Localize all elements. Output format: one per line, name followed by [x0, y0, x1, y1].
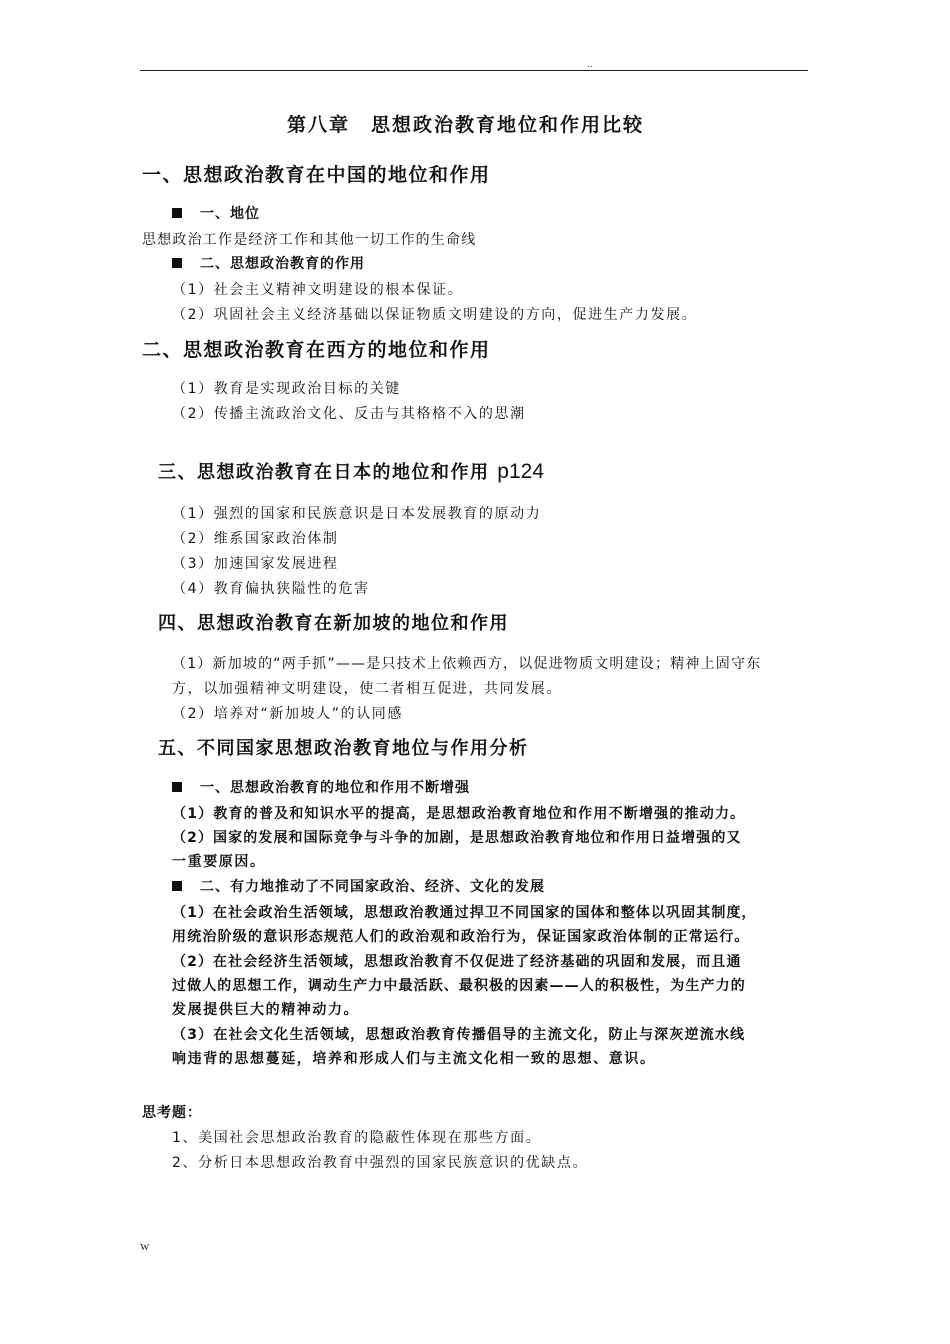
- section-1-item-1: （1）社会主义精神文明建设的根本保证。: [172, 282, 464, 298]
- section-4-heading: 四、思想政治教育在新加坡的地位和作用: [158, 613, 509, 634]
- section-5-p2-line-4: 过做人的思想工作，调动生产力中最活跃、最积极的因素——人的积极性，为生产力的: [172, 978, 746, 994]
- section-1-item-2: （2）巩固社会主义经济基础以保证物质文明建设的方向，促进生产力发展。: [172, 307, 698, 323]
- section-1-heading: 一、思想政治教育在中国的地位和作用: [142, 164, 491, 186]
- section-2-heading: 二、思想政治教育在西方的地位和作用: [142, 339, 491, 361]
- section-5-heading: 五、不同国家思想政治教育地位与作用分析: [158, 738, 529, 759]
- section-5-p2-line-7: 响违背的思想蔓延，培养和形成人们与主流文化相一致的思想、意识。: [172, 1051, 656, 1067]
- section-2-item-2: （2）传播主流政治文化、反击与其格格不入的思潮: [172, 406, 526, 422]
- section-3-item-3: （3）加速国家发展进程: [172, 556, 339, 572]
- section-5-p2-line-6: （3）在社会文化生活领域，思想政治教育传播倡导的主流文化，防止与深灰逆流水线: [172, 1027, 746, 1043]
- section-5-sub-1-label: 一、思想政治教育的地位和作用不断增强: [200, 780, 470, 796]
- section-4-line-3: （2）培养对“新加坡人”的认同感: [172, 706, 404, 722]
- section-3-item-1: （1）强烈的国家和民族意识是日本发展教育的原动力: [172, 506, 542, 522]
- section-3-item-2: （2）维系国家政治体制: [172, 531, 339, 547]
- section-5-p2-line-1: （1）在社会政治生活领域，思想政治教通过捍卫不同国家的国体和整体以巩固其制度，: [172, 905, 757, 921]
- square-bullet-icon: [172, 208, 182, 218]
- section-3-heading-text: 三、思想政治教育在日本的地位和作用: [158, 462, 490, 483]
- square-bullet-icon: [172, 782, 182, 792]
- section-1-sub-1-label: 一、地位: [200, 206, 260, 222]
- section-5-p2-line-3: （2）在社会经济生活领域，思想政治教育不仅促进了经济基础的巩固和发展，而且通: [172, 954, 742, 970]
- section-1-text: 思想政治工作是经济工作和其他一切工作的生命线: [142, 232, 477, 248]
- section-1-sub-1: [172, 203, 260, 223]
- section-5-p1-line-2: （2）国家的发展和国际竞争与斗争的加剧，是思想政治教育地位和作用日益增强的又: [172, 830, 742, 846]
- section-3-item-4: （4）教育偏执狭隘性的危害: [172, 581, 370, 597]
- footer-mark: w: [140, 1238, 150, 1253]
- section-3-heading: [158, 458, 544, 484]
- square-bullet-icon: [172, 881, 182, 891]
- section-1-sub-2: [172, 253, 365, 273]
- section-5-p1-line-3: 一重要原因。: [172, 854, 266, 870]
- section-1-sub-2-label: 二、思想政治教育的作用: [200, 256, 365, 272]
- header-marker: ..: [587, 60, 593, 70]
- section-4-line-2: 方，以加强精神文明建设，使二者相互促进，共同发展。: [172, 681, 562, 697]
- page-reference: p124: [497, 460, 544, 483]
- section-5-p1-line-1: （1）教育的普及和知识水平的提高，是思想政治教育地位和作用不断增强的推动力。: [172, 806, 746, 822]
- section-5-sub-2-label: 二、有力地推动了不同国家政治、经济、文化的发展: [200, 879, 545, 895]
- section-5-sub-1: [172, 777, 470, 797]
- page-title: 第八章 思想政治教育地位和作用比较: [287, 114, 645, 136]
- question-2: 2、分析日本思想政治教育中强烈的国家民族意识的优缺点。: [172, 1155, 589, 1171]
- section-5-sub-2: [172, 876, 545, 896]
- square-bullet-icon: [172, 258, 182, 268]
- questions-heading: 思考题：: [142, 1105, 202, 1121]
- section-5-p2-line-5: 发展提供巨大的精神动力。: [172, 1002, 360, 1018]
- section-2-item-1: （1）教育是实现政治目标的关键: [172, 381, 401, 397]
- section-4-line-1: （1）新加坡的“两手抓”——是只技术上依赖西方，以促进物质文明建设；精神上固守东: [172, 656, 762, 672]
- section-5-p2-line-2: 用统治阶级的意识形态规范人们的政治观和政治行为，保证国家政治体制的正常运行。: [172, 929, 750, 945]
- question-1: 1、美国社会思想政治教育的隐蔽性体现在那些方面。: [172, 1130, 542, 1146]
- header-rule: [140, 70, 808, 71]
